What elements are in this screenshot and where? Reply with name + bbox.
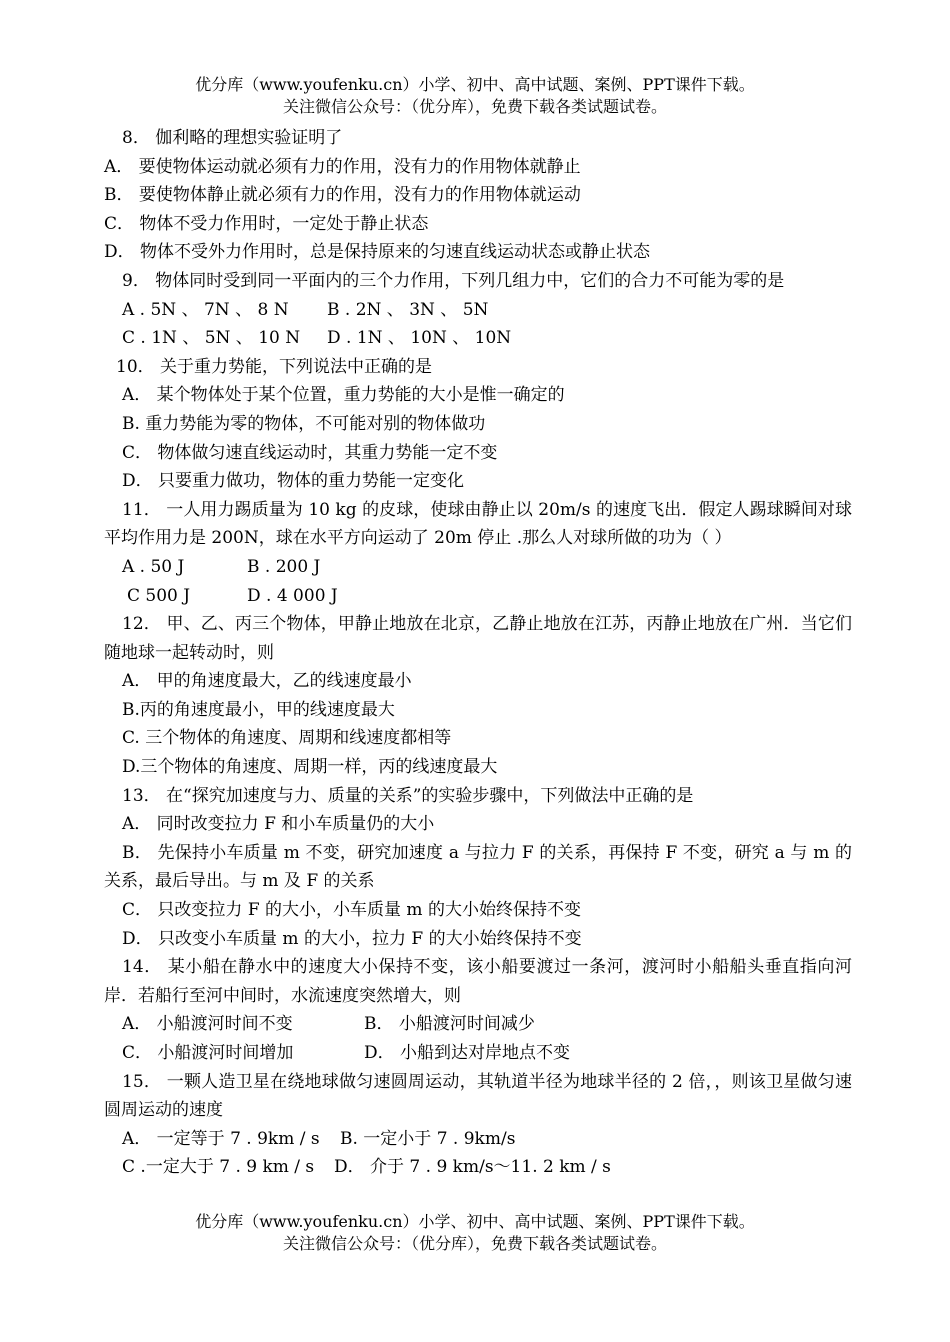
q15-stem: 15． 一颗人造卫星在绕地球做匀速圆周运动，其轨道半径为地球半径的 2 倍，，则该卫星做匀速圆周运动的速度 xyxy=(104,1071,852,1121)
q12-stem: 12． 甲、乙、丙三个物体，甲静止地放在北京，乙静止地放在江苏，丙静止地放在广州．当它们随地球一起转动时，则 xyxy=(104,614,852,663)
q15-options-row-2 xyxy=(104,1153,852,1182)
q14-option-d: D． 小船到达对岸地点不变 xyxy=(364,1043,571,1063)
q11-option-b: B . 200 J xyxy=(247,556,321,577)
q15-option-d: D． 介于 7 . 9 km/s～11. 2 km / s xyxy=(334,1157,611,1178)
q14-option-a: A． 小船渡河时间不变 xyxy=(122,1014,293,1035)
q15-option-a: A． 一定等于 7 . 9km / s xyxy=(122,1128,320,1149)
q10-stem: 10． 关于重力势能，下列说法中正确的是 xyxy=(116,356,433,377)
q13-option-d: D． 只改变小车质量 m 的大小，拉力 F 的大小始终保持不变 xyxy=(122,928,582,949)
q8-option-c: C． 物体不受力作用时，一定处于静止状态 xyxy=(104,213,429,234)
page-header xyxy=(0,74,950,118)
footer-line-2: 关注微信公众号：（优分库），免费下载各类试题试卷。 xyxy=(282,1234,667,1253)
q9-option-a: A . 5N 、 7N 、 8 N xyxy=(122,299,289,320)
q13-option-b: B． 先保持小车质量 m 不变，研究加速度 a 与拉力 F 的关系，再保持 F 不变，研究 a 与 m 的关系，最后导出。与 m 及 F 的关系 xyxy=(104,842,852,892)
q14-option-b: B． 小船渡河时间减少 xyxy=(364,1014,535,1035)
q11-stem: 11． 一人用力踢质量为 10 kg 的皮球，使球由静止以 20m/s 的速度飞出．假定人踢球瞬间对球平均作用力是 200N，球在水平方向运动了 20m 停止 .那么人对球所做的功为（ ） xyxy=(104,499,852,549)
q8-option-d: D． 物体不受外力作用时，总是保持原来的匀速直线运动状态或静止状态 xyxy=(104,242,651,263)
q10-option-a: A． 某个物体处于某个位置，重力势能的大小是惟一确定的 xyxy=(122,385,565,406)
footer-line-1: 优分库（www.youfenku.cn）小学、初中、高中试题、案例、PPT课件下载。 xyxy=(195,1212,755,1231)
header-line-1: 优分库（www.youfenku.cn）小学、初中、高中试题、案例、PPT课件下载。 xyxy=(195,75,755,94)
q14-options-row-2 xyxy=(104,1039,852,1068)
q13-option-c: C． 只改变拉力 F 的大小，小车质量 m 的大小始终保持不变 xyxy=(122,900,581,921)
q14-options-row-1 xyxy=(104,1010,852,1039)
q12-option-a: A． 甲的角速度最大，乙的线速度最小 xyxy=(122,671,412,692)
q8-stem: 8． 伽利略的理想实验证明了 xyxy=(122,128,343,148)
q10-option-d: D． 只要重力做功，物体的重力势能一定变化 xyxy=(122,471,465,492)
q11-options-row-1 xyxy=(104,553,852,582)
q8-option-b: B． 要使物体静止就必须有力的作用，没有力的作用物体就运动 xyxy=(104,185,581,206)
q9-option-b: B . 2N 、 3N 、 5N xyxy=(327,299,489,320)
q11-option-a: A . 50 J xyxy=(122,556,185,577)
q12-option-b: B.丙的角速度最小，甲的线速度最大 xyxy=(122,699,395,720)
q9-options-row-1 xyxy=(104,296,852,325)
q13-stem: 13． 在“探究加速度与力、质量的关系”的实验步骤中，下列做法中正确的是 xyxy=(122,785,694,806)
q9-option-d: D . 1N 、 10N 、 10N xyxy=(327,328,512,349)
q14-option-c: C． 小船渡河时间增加 xyxy=(122,1043,294,1063)
q11-options-row-2 xyxy=(104,582,852,611)
q12-option-d: D.三个物体的角速度、周期一样，丙的线速度最大 xyxy=(122,757,498,778)
q9-options-row-2 xyxy=(104,324,852,353)
q9-option-c: C . 1N 、 5N 、 10 N xyxy=(122,328,301,349)
header-line-2: 关注微信公众号：（优分库），免费下载各类试题试卷。 xyxy=(282,97,667,116)
q11-option-d: D . 4 000 J xyxy=(247,585,338,606)
page-footer xyxy=(0,1211,950,1255)
q14-stem: 14． 某小船在静水中的速度大小保持不变，该小船要渡过一条河，渡河时小船船头垂直指向河岸．若船行至河中间时，水流速度突然增大，则 xyxy=(104,957,852,1006)
q10-option-b: B. 重力势能为零的物体，不可能对别的物体做功 xyxy=(122,413,486,434)
q15-option-c: C .一定大于 7 . 9 km / s xyxy=(122,1157,315,1178)
q12-option-c: C. 三个物体的角速度、周期和线速度都相等 xyxy=(122,728,452,749)
q9-stem: 9． 物体同时受到同一平面内的三个力作用，下列几组力中，它们的合力不可能为零的是 xyxy=(122,270,785,291)
q15-option-b: B. 一定小于 7 . 9km/s xyxy=(340,1128,516,1149)
q8-option-a: A． 要使物体运动就必须有力的作用，没有力的作用物体就静止 xyxy=(104,156,581,177)
q13-option-a: A． 同时改变拉力 F 和小车质量仍的大小 xyxy=(122,814,435,835)
q15-options-row-1 xyxy=(104,1125,852,1154)
q11-option-c: C 500 J xyxy=(127,585,191,606)
q10-option-c: C． 物体做匀速直线运动时，其重力势能一定不变 xyxy=(122,442,498,463)
question-list xyxy=(104,124,852,1182)
